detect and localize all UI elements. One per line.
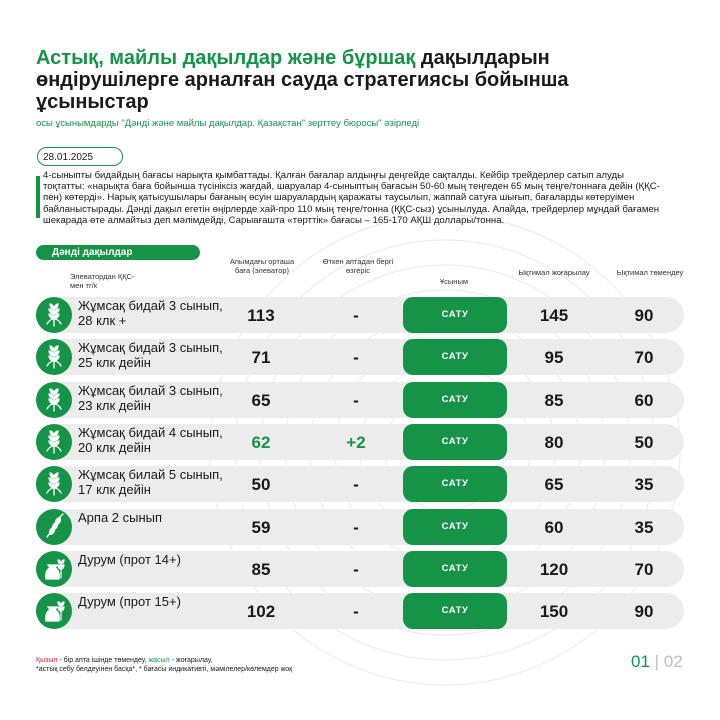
- page-title-accent: Астық, майлы дақылдар және бұршақ: [36, 47, 416, 69]
- table-row: [36, 593, 684, 629]
- legend-green-word: жасыл: [148, 657, 170, 664]
- product-name: Жұмсақ бидай 3 сынып, 28 клк +: [78, 298, 223, 328]
- potential-high-value: 120: [539, 559, 569, 579]
- potential-low-value: 35: [634, 517, 654, 537]
- page-indicator: [631, 652, 683, 672]
- page-title-rest: дақылдарын өндірушілерге арналған сауда стратегиясы бойынша ұсыныстар: [36, 47, 569, 113]
- wheat-icon: [36, 339, 72, 375]
- column-header-change: Өткен аптадан бергі өзгеріс: [322, 257, 394, 275]
- wheat-icon: [36, 466, 72, 502]
- avg-price-value: 50: [251, 475, 271, 495]
- product-name: Жұмсақ бидай 3 сынып, 25 клк дейін: [78, 340, 223, 371]
- intro-accent-bar: [36, 176, 40, 218]
- legend-red-text: - бір апта ішінде төмендеу,: [57, 657, 149, 664]
- avg-price-value: 65: [251, 390, 271, 410]
- product-name: Дурум (прот 15+): [78, 594, 181, 610]
- legend-green-text: - жоғарылау,: [169, 657, 213, 664]
- potential-low-value: 35: [634, 475, 654, 495]
- potential-high-value: 85: [544, 390, 564, 410]
- weekly-change-value: -: [353, 475, 359, 495]
- page-separator: |: [654, 652, 660, 671]
- durum-sack-icon: [36, 593, 72, 629]
- page-title: [36, 47, 636, 113]
- potential-low-value: 60: [634, 390, 654, 410]
- legend-red-word: Қызыл: [36, 657, 58, 664]
- avg-price-value: 71: [251, 348, 271, 368]
- table-row: [36, 509, 684, 545]
- potential-high-value: 65: [544, 475, 564, 495]
- date-badge: 28.01.2025: [37, 147, 123, 166]
- avg-price-value: 59: [251, 517, 271, 537]
- product-name: Арпа 2 сынып: [78, 509, 163, 525]
- weekly-change-value: -: [353, 559, 359, 579]
- product-name: Дурум (прот 14+): [78, 551, 181, 567]
- weekly-change-value: -: [353, 348, 359, 368]
- recommendation-button[interactable]: САТУ: [403, 297, 507, 333]
- section-label: Дәнді дақылдар: [36, 245, 200, 260]
- weekly-change-value: -: [353, 306, 359, 325]
- potential-low-value: 90: [634, 602, 654, 622]
- recommendation-button[interactable]: САТУ: [403, 466, 507, 502]
- wheat-icon: [36, 382, 72, 418]
- recommendation-button[interactable]: САТУ: [403, 424, 507, 460]
- avg-price-value: 85: [251, 559, 271, 579]
- weekly-change-value: -: [353, 517, 359, 537]
- product-name: Жұмсақ билай 5 сынып, 17 клк дейін: [78, 467, 223, 498]
- durum-sack-icon: [36, 551, 72, 587]
- potential-low-value: 90: [634, 306, 654, 325]
- intro-paragraph: 4-сыныпты бидайдың бағасы нарықта қымбаттады. Қалған бағалар алдыңғы деңгейде сақталды. Кейбір трейдерлер сатып алуды тоқтатты: «нарықта баға бойынша түсініксіз жағдай, шаруалар 4-сыныптың бағасын 50-60 мың теңгеден 65 мың теңге/тоннаға дейін (ҚҚС-пен) көтерді». Нарық қатысушылары бағаның өсуін шаруалардың қаражаты таусылып, жаппай сатуға шығып, бағаларды көтеруімен байланыстырады. Дәнді дақыл егетін өңірлерде хай-про 110 мың теңге/тонна (ҚҚС-сыз) ұсынылуда. Алайда, трейдерлер мұндай бағамен шекарада өте алмайтыз деп мәлімдейді, Сарыағашта «төрттік» бағасы – 165-170 АҚШ доллары/тонна.: [43, 170, 660, 226]
- potential-low-value: 70: [634, 559, 654, 579]
- recommendation-button[interactable]: САТУ: [403, 382, 507, 418]
- potential-high-value: 150: [539, 602, 569, 622]
- avg-price-value: 62: [251, 432, 271, 452]
- column-header-avg-price: Апымдағы орташа баға (элеватор): [229, 257, 295, 275]
- column-header-high: Ықтимал жоғарылау: [518, 268, 590, 277]
- recommendation-button[interactable]: САТУ: [403, 593, 507, 629]
- potential-high-value: 80: [544, 432, 564, 452]
- weekly-change-value: -: [353, 390, 359, 410]
- legend-note: *астық себу белдеуінен басқа*, * бағасы индикативті, мәмілелер/көлемдер жоқ: [36, 666, 293, 673]
- wheat-icon: [36, 297, 72, 333]
- table-row: [36, 466, 684, 502]
- weekly-change-value: -: [353, 602, 359, 622]
- avg-price-value: 102: [246, 602, 276, 622]
- recommendation-button[interactable]: САТУ: [403, 551, 507, 587]
- column-header-low: Ықтимал төмендеу: [616, 268, 684, 277]
- potential-low-value: 70: [634, 348, 654, 368]
- potential-high-value: 95: [544, 348, 564, 368]
- table-row: [36, 551, 684, 587]
- table-row: [36, 424, 684, 460]
- column-header-product: Элеватордан ҚҚС-мен тг/к: [70, 272, 135, 290]
- page-current[interactable]: 01: [631, 652, 650, 671]
- weekly-change-value: +2: [346, 432, 366, 452]
- page-subtitle: осы ұсынымдарды "Дәнді және майлы дақылдар. Қазақстан" зерттеу бюросы" әзірледі: [36, 118, 420, 129]
- column-header-recommendation: Ұсыным: [439, 277, 468, 286]
- recommendation-button[interactable]: САТУ: [403, 339, 507, 375]
- potential-low-value: 50: [634, 432, 654, 452]
- recommendation-button[interactable]: САТУ: [403, 509, 507, 545]
- wheat-icon: [36, 424, 72, 460]
- potential-high-value: 60: [544, 517, 564, 537]
- page-next[interactable]: 02: [663, 652, 683, 671]
- product-name: Жұмсақ бидай 4 сынып, 20 клк дейін: [78, 424, 223, 455]
- avg-price-value: 113: [247, 306, 275, 325]
- table-row: [36, 382, 684, 418]
- product-name: Жұмсақ билай 3 сынып, 23 клк дейін: [78, 382, 223, 413]
- barley-icon: [36, 509, 72, 545]
- table-row: [36, 339, 684, 375]
- legend: [36, 656, 292, 674]
- potential-high-value: 145: [539, 306, 569, 325]
- table-row: [36, 297, 684, 333]
